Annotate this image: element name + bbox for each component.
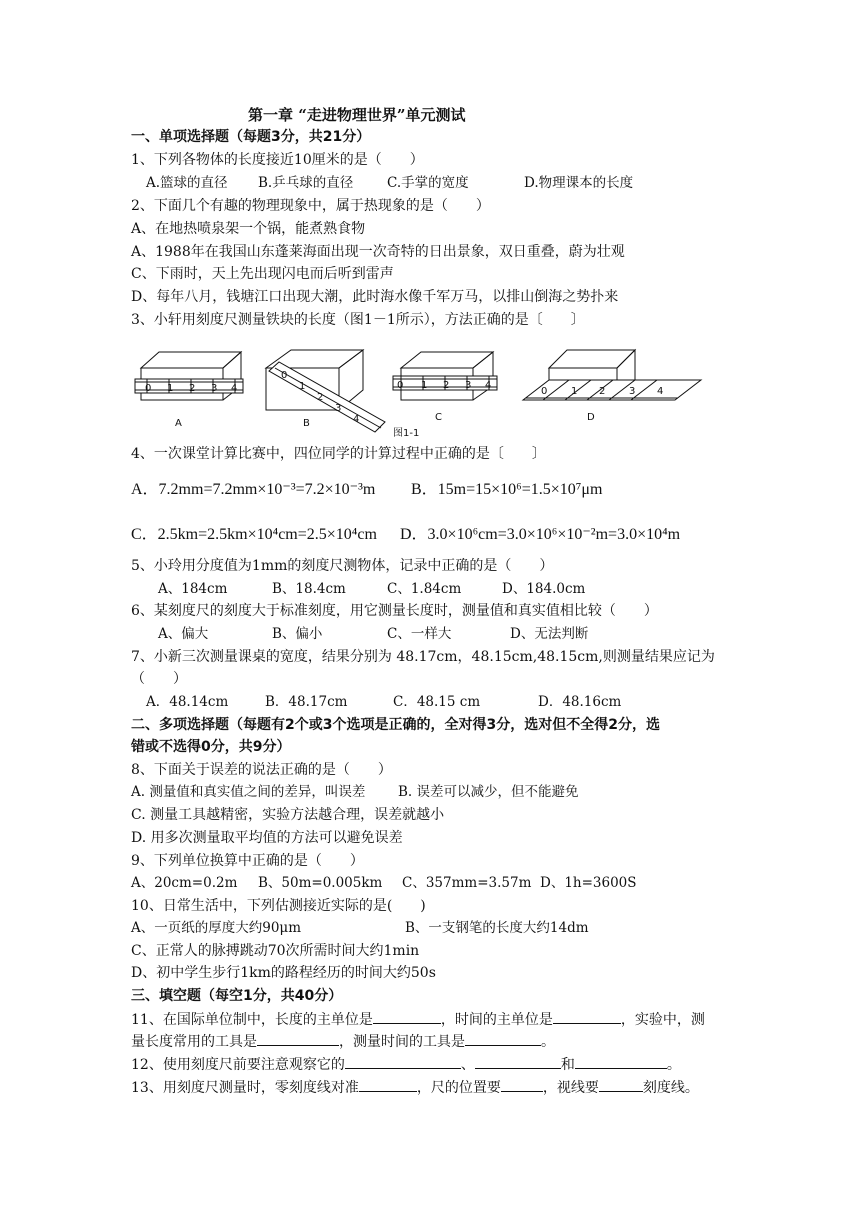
ruler-a-tick-2: 2	[189, 383, 196, 394]
ruler-c-tick-2: 2	[443, 380, 450, 391]
ruler-b-tick-3: 3	[335, 403, 342, 414]
question-11-text-2: ，时间的主单位是	[440, 1012, 553, 1028]
question-5-option-a: A、184cm	[158, 581, 228, 597]
question-4-stem: 4、一次课堂计算比赛中，四位同学的计算过程中正确的是〔 〕	[131, 446, 546, 462]
question-10-option-d: D、初中学生步行1km的路程经历的时间大约50s	[131, 965, 436, 981]
question-2-option-b: A、1988年在我国山东蓬莱海面出现一次奇特的日出景象，双日重叠，蔚为壮观	[131, 244, 625, 260]
question-7-option-c: C．48.15 cm	[393, 694, 481, 710]
answer-blank[interactable]	[575, 1054, 667, 1069]
question-2-option-c: C、下雨时，天上先出现闪电而后听到雷声	[131, 266, 394, 282]
section-1-heading: 一、单项选择题（每题3分，共21分）	[131, 129, 371, 145]
ruler-d-tick-0: 0	[541, 386, 548, 397]
question-6-option-c: C、一样大	[387, 626, 452, 642]
question-11-text-1: 11、在国际单位制中，长度的主单位是	[131, 1012, 373, 1028]
question-2-stem: 2、下面几个有趣的物理现象中，属于热现象的是（ ）	[131, 198, 490, 214]
answer-blank[interactable]	[373, 1009, 441, 1024]
question-12-text-1: 12、使用刻度尺前要注意观察它的	[131, 1057, 345, 1073]
question-4-option-d: D．3.0×10⁶cm=3.0×10⁶×10⁻²m=3.0×10⁴m	[400, 526, 681, 543]
question-12-line	[131, 1054, 681, 1075]
question-7-option-d: D．48.16cm	[538, 694, 622, 710]
figure-label-d: D	[587, 412, 595, 423]
figure-caption: 图1-1	[393, 428, 420, 439]
question-1-option-b: B.乒乓球的直径	[258, 175, 354, 191]
question-1-option-d: D.物理课本的长度	[524, 175, 634, 191]
figure-label-c: C	[435, 412, 442, 423]
ruler-d-tick-4: 4	[657, 386, 664, 397]
question-7-paren: （ ）	[131, 671, 187, 687]
question-11-text-3: ，实验中，测	[620, 1012, 705, 1028]
answer-blank[interactable]	[599, 1077, 643, 1092]
question-8-option-c: C. 测量工具越精密，实验方法越合理，误差就越小	[131, 807, 445, 823]
question-10-option-b: B、一支钢笔的长度大约14dm	[405, 920, 589, 936]
question-12-text-4: 。	[666, 1057, 681, 1073]
ruler-a-tick-1: 1	[167, 383, 174, 394]
question-1-option-a: A.篮球的直径	[146, 175, 228, 191]
question-6-option-d: D、无法判断	[510, 626, 589, 642]
ruler-a-tick-0: 0	[145, 383, 152, 394]
question-13-text-2: ，尺的位置要	[416, 1080, 501, 1096]
ruler-b-tick-2: 2	[317, 392, 324, 403]
question-11-line-1	[131, 1009, 705, 1030]
figure-label-b: B	[303, 418, 310, 429]
question-4-option-a: A．7.2mm=7.2mm×10⁻³=7.2×10⁻³m	[131, 481, 376, 498]
question-5-stem: 5、小玲用分度值为1mm的刻度尺测物体，记录中正确的是（ ）	[131, 558, 554, 574]
question-7-option-a: A．48.14cm	[146, 694, 229, 710]
ruler-c-tick-4: 4	[485, 380, 492, 391]
question-13-text-3: ，视线要	[542, 1080, 599, 1096]
question-1-stem: 1、下列各物体的长度接近10厘米的是（ ）	[131, 152, 424, 168]
question-10-stem: 10、日常生活中，下列估测接近实际的是( )	[131, 898, 426, 914]
question-9-stem: 9、下列单位换算中正确的是（ ）	[131, 853, 364, 869]
question-2-option-d: D、每年八月，钱塘江口出现大潮，此时海水像千军万马，以排山倒海之势扑来	[131, 289, 619, 305]
question-10-option-c: C、正常人的脉搏跳动70次所需时间大约1min	[131, 943, 420, 959]
question-6-stem: 6、某刻度尺的刻度大于标准刻度，用它测量长度时，测量值和真实值相比较（ ）	[131, 603, 658, 619]
question-11-text-4: 量长度常用的工具是	[131, 1034, 257, 1050]
question-13-line	[131, 1077, 699, 1098]
ruler-a-tick-3: 3	[211, 383, 218, 394]
ruler-b-tick-0: 0	[281, 370, 288, 381]
question-13-text-4: 刻度线。	[642, 1080, 699, 1096]
question-9-option-d: D、1h=3600S	[540, 875, 637, 891]
question-8-stem: 8、下面关于误差的说法正确的是（ ）	[131, 762, 392, 778]
question-9-option-c: C、357mm=3.57m	[402, 875, 532, 891]
answer-blank[interactable]	[465, 1031, 541, 1046]
question-7-stem: 7、小新三次测量课桌的宽度，结果分别为 48.17cm，48.15cm,48.15cm,则测量结果应记为	[131, 649, 715, 665]
question-8-option-b: B. 误差可以减少，但不能避免	[398, 784, 579, 800]
ruler-c-tick-1: 1	[421, 380, 428, 391]
figure-label-a: A	[175, 418, 182, 429]
question-5-option-c: C、1.84cm	[387, 581, 462, 597]
question-3-stem: 3、小轩用刻度尺测量铁块的长度（图1－1所示），方法正确的是〔 〕	[131, 312, 585, 328]
question-8-option-d: D. 用多次测量取平均值的方法可以避免误差	[131, 830, 403, 846]
question-10-option-a: A、一页纸的厚度大约90μm	[131, 920, 302, 936]
question-5-option-b: B、18.4cm	[272, 581, 346, 597]
question-5-option-d: D、184.0cm	[502, 581, 586, 597]
ruler-b-tick-1: 1	[299, 381, 306, 392]
question-8-option-a: A. 测量值和真实值之间的差异，叫误差	[131, 784, 366, 800]
answer-blank[interactable]	[553, 1009, 621, 1024]
question-11-text-5: ，测量时间的工具是	[339, 1034, 465, 1050]
question-9-option-b: B、50m=0.005km	[258, 875, 383, 891]
question-11-line-2	[131, 1031, 555, 1052]
ruler-d-tick-3: 3	[629, 386, 636, 397]
question-1-option-c: C.手掌的宽度	[387, 175, 469, 191]
question-4-option-c: C．2.5km=2.5km×10⁴cm=2.5×10⁴cm	[131, 526, 377, 543]
ruler-c-tick-3: 3	[465, 380, 472, 391]
ruler-measurement-figure	[131, 338, 711, 444]
answer-blank[interactable]	[475, 1054, 561, 1069]
answer-blank[interactable]	[501, 1077, 543, 1092]
question-11-text-6: 。	[541, 1034, 555, 1050]
page-title: 第一章 “走进物理世界”单元测试	[248, 106, 466, 124]
question-13-text-1: 13、用刻度尺测量时，零刻度线对准	[131, 1080, 359, 1096]
question-6-option-b: B、偏小	[272, 626, 323, 642]
answer-blank[interactable]	[345, 1054, 461, 1069]
ruler-d-tick-2: 2	[599, 386, 606, 397]
section-2-heading-cont: 错或不选得0分，共9分）	[131, 739, 291, 755]
question-12-text-2: 、	[460, 1057, 475, 1073]
ruler-a-tick-4: 4	[231, 383, 238, 394]
question-9-option-a: A、20cm=0.2m	[131, 875, 238, 891]
question-12-text-3: 和	[560, 1057, 575, 1073]
answer-blank[interactable]	[359, 1077, 417, 1092]
ruler-c-tick-0: 0	[397, 380, 404, 391]
section-3-heading: 三、填空题（每空1分，共40分）	[131, 988, 343, 1004]
question-2-option-a: A、在地热喷泉架一个锅，能煮熟食物	[131, 221, 366, 237]
section-2-heading: 二、多项选择题（每题有2个或3个选项是正确的，全对得3分，选对但不全得2分，选	[131, 717, 660, 733]
ruler-b-tick-4: 4	[353, 414, 360, 425]
question-7-option-b: B．48.17cm	[265, 694, 348, 710]
question-4-option-b: B．15m=15×10⁶=1.5×10⁷μm	[411, 481, 603, 498]
answer-blank[interactable]	[257, 1031, 339, 1046]
question-6-option-a: A、偏大	[158, 626, 209, 642]
ruler-d-tick-1: 1	[571, 386, 578, 397]
